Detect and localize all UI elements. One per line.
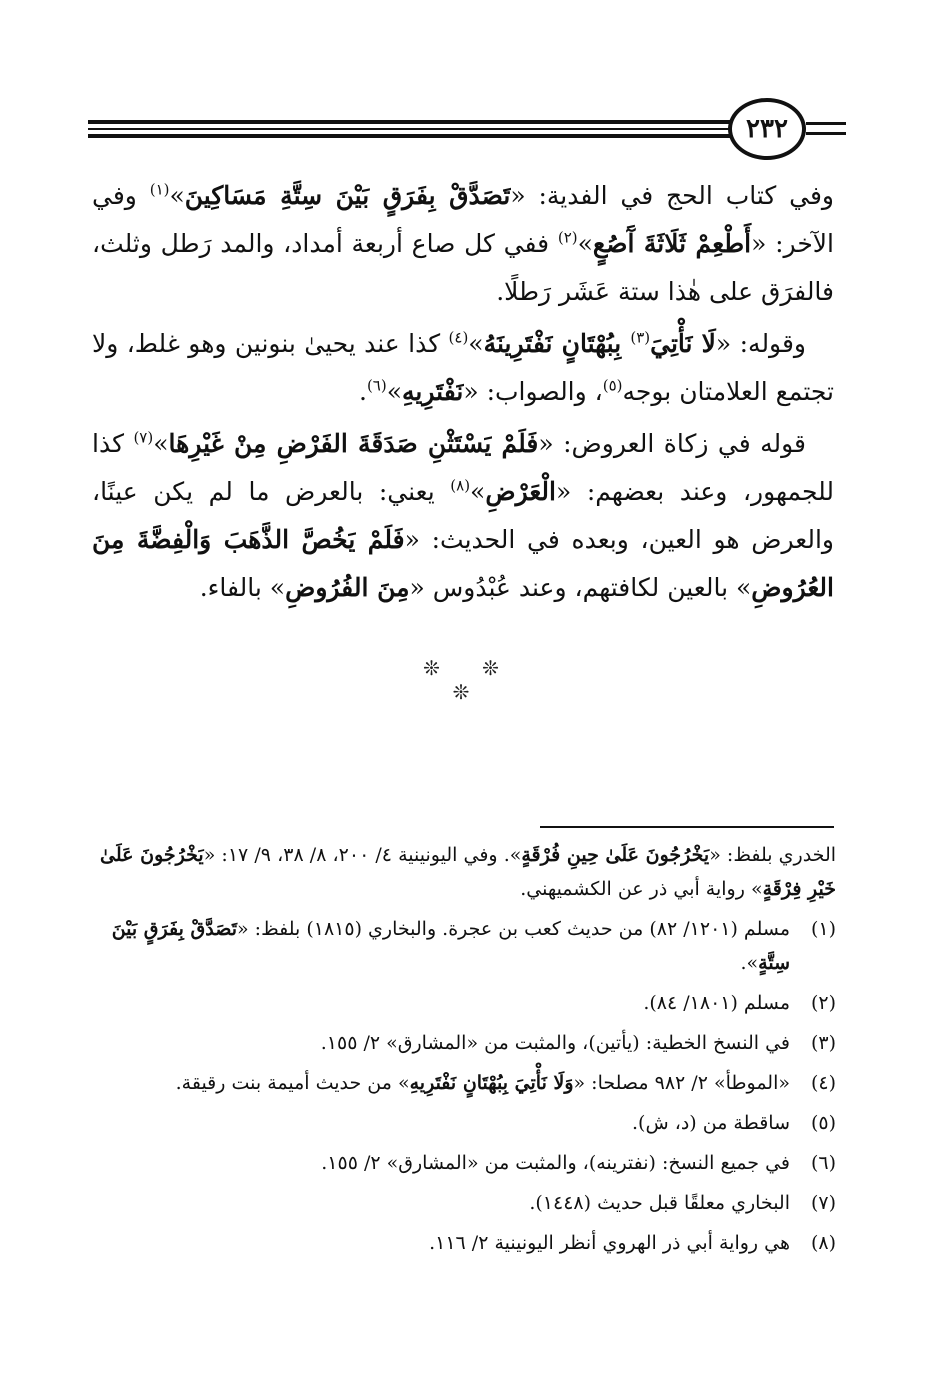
header-rule-right-bottom xyxy=(806,132,846,135)
hadith-quote: يَخْرُجُونَ عَلَىٰ حِينِ فُرْقَةٍ xyxy=(521,844,710,866)
text-run: » من حديث أميمة بنت رقيقة. xyxy=(175,1072,410,1094)
footnote-3 xyxy=(100,1026,836,1060)
page-header xyxy=(88,98,846,168)
text-run: وفي الآخر: « xyxy=(92,181,834,258)
text-run: ، والصواب: « xyxy=(463,377,603,406)
footnote-text xyxy=(100,1186,790,1220)
text-run: في جميع النسخ: (نفترينه)، والمثبت من «المشارق» ٢/ ١٥٥. xyxy=(321,1152,790,1174)
text-run: «الموطأ» ٢/ ٩٨٢ مصلحا: « xyxy=(573,1072,790,1094)
footnote-separator-line xyxy=(540,826,834,828)
footnote-text xyxy=(100,1146,790,1180)
text-run: » xyxy=(153,429,169,458)
text-run: مسلم (١٨٠١/ ٨٤). xyxy=(643,992,790,1014)
footnote-ref-8: (٨) xyxy=(450,476,471,495)
main-text xyxy=(92,172,834,616)
hadith-quote: نَفْتَرِيهِ xyxy=(402,377,464,406)
hadith-quote: أَطْعِمْ ثَلَاثَةَ آَصُعٍ xyxy=(592,229,752,258)
text-run: قوله في زكاة العروض: « xyxy=(538,429,807,458)
footnote-ref-7: (٧) xyxy=(133,428,154,447)
footnote-5 xyxy=(100,1106,836,1140)
footnote-6 xyxy=(100,1146,836,1180)
text-run: مسلم (١٢٠١/ ٨٢) من حديث كعب بن عجرة. والبخاري (١٨١٥) بلفظ: « xyxy=(237,918,790,940)
footnote-ref-1: (١) xyxy=(149,180,170,199)
footnote-number: (٣) xyxy=(810,1032,836,1054)
hadith-quote: فَلَمْ يَسْتَثْنِ صَدَقَةَ الفَرْضِ مِنْ غَيْرِهَا xyxy=(168,429,539,458)
footnote-4 xyxy=(100,1066,836,1100)
footnote-number: (٨) xyxy=(810,1232,836,1254)
footnote-number: (٢) xyxy=(810,992,836,1014)
footnote-ref-3: (٣) xyxy=(630,328,651,347)
text-run: يعني: بالعرض ما لم يكن عينًا، والعرض هو العين، وبعده في الحديث: « xyxy=(92,477,834,554)
footnote-text xyxy=(100,1106,790,1140)
text-run: » بالعين لكافتهم، وعند عُبْدُوس « xyxy=(409,573,752,602)
header-rule-thick-bottom xyxy=(88,134,736,138)
hadith-quote: يَخْرُجُونَ عَلَىٰ خَيْرِ فِرْقَةٍ xyxy=(100,844,836,900)
footnote-number: (١) xyxy=(810,918,836,940)
text-run: » رواية أبي ذر عن الكشميهني. xyxy=(520,878,763,900)
text-run: » xyxy=(468,329,484,358)
footnote-number: (٥) xyxy=(810,1112,836,1134)
footnote-ref-6: (٦) xyxy=(366,376,387,395)
paragraph-2 xyxy=(92,320,834,416)
text-run: » xyxy=(386,377,403,406)
text-run: » xyxy=(169,181,185,210)
hadith-quote: الْعَرْضِ xyxy=(485,477,556,506)
page-number: ٢٣٢ xyxy=(728,98,806,160)
text-run: ساقطة من (د، ش). xyxy=(632,1112,790,1134)
footnote-ref-4: (٤) xyxy=(448,328,469,347)
footnote-text xyxy=(100,1226,790,1260)
text-run: في النسخ الخطية: (يأتين)، والمثبت من «المشارق» ٢/ ١٥٥. xyxy=(320,1032,790,1054)
footnote-number: (٤) xyxy=(810,1072,836,1094)
text-run: ففي كل صاع أربعة أمداد، والمد رَطل وثلث، فالفرَق على هٰذا ستة عَشَر رَطلًا. xyxy=(92,229,834,306)
hadith-quote: فَلَمْ يَخُصَّ الذَّهَبَ وَالْفِضَّةَ مِنَ العُرُوضِ xyxy=(92,525,834,602)
paragraph-3 xyxy=(92,420,834,612)
hadith-quote: مِنَ الفُرُوضِ xyxy=(285,573,410,602)
text-run: البخاري معلقًا قبل حديث (١٤٤٨). xyxy=(529,1192,790,1214)
hadith-quote: بِبُهْتَانٍ نَفْتَرِينَهُ xyxy=(483,329,631,358)
footnote-8 xyxy=(100,1226,836,1260)
footnote-ref-5: (٥) xyxy=(602,376,623,395)
footnote-text xyxy=(100,1066,790,1100)
text-run: ». وفي اليونينية ٤/ ٢٠٠، ٨/ ٣٨، ٩/ ١٧: « xyxy=(203,844,522,866)
text-run: كذا للجمهور، وعند بعضهم: « xyxy=(92,429,835,506)
text-run: ». xyxy=(740,952,759,974)
hadith-quote: تَصَدَّقْ بِفَرَقٍ بَيْنَ سِتَّةِ مَسَاكِينَ xyxy=(184,181,511,210)
footnote-7 xyxy=(100,1186,836,1220)
text-run: كذا عند يحيىٰ بنونين وهو غلط، ولا تجتمع العلامتان بوجه xyxy=(92,329,834,406)
section-separator-stars: ❊ ❊ ❊ xyxy=(423,656,517,704)
footnote-text xyxy=(100,986,790,1020)
paragraph-1 xyxy=(92,172,834,316)
footnote-number: (٧) xyxy=(810,1192,836,1214)
text-run: » xyxy=(470,477,486,506)
hadith-quote: لَا نَأْتِيَ xyxy=(650,329,716,358)
text-run: . xyxy=(358,377,367,406)
header-rule-thick-top xyxy=(88,120,736,124)
footnote-ref-2: (٢) xyxy=(557,228,578,247)
footnotes xyxy=(100,838,836,1266)
footnote-continuation xyxy=(100,838,836,906)
header-rule-right-top xyxy=(806,122,846,125)
text-run: وفي كتاب الحج في الفدية: « xyxy=(510,181,835,210)
footnote-2 xyxy=(100,986,836,1020)
text-run: » xyxy=(577,229,593,258)
footnote-1 xyxy=(100,912,836,980)
hadith-quote: تَصَدَّقْ بِفَرَقٍ بَيْنَ سِتَّةٍ xyxy=(111,918,790,974)
text-run: الخدري بلفظ: « xyxy=(709,844,837,866)
header-rule-thin xyxy=(88,128,736,130)
text-run: وقوله: « xyxy=(715,329,806,358)
footnote-text xyxy=(100,912,790,980)
text-run: » بالفاء. xyxy=(199,573,286,602)
hadith-quote: وَلَا نَأْتِيَ بِبُهْتَانٍ نَفْتَرِيهِ xyxy=(409,1072,574,1094)
footnote-text xyxy=(100,1026,790,1060)
footnote-number: (٦) xyxy=(810,1152,836,1174)
text-run: هي رواية أبي ذر الهروي أنظر اليونينية ٢/ ١١٦. xyxy=(429,1232,790,1254)
